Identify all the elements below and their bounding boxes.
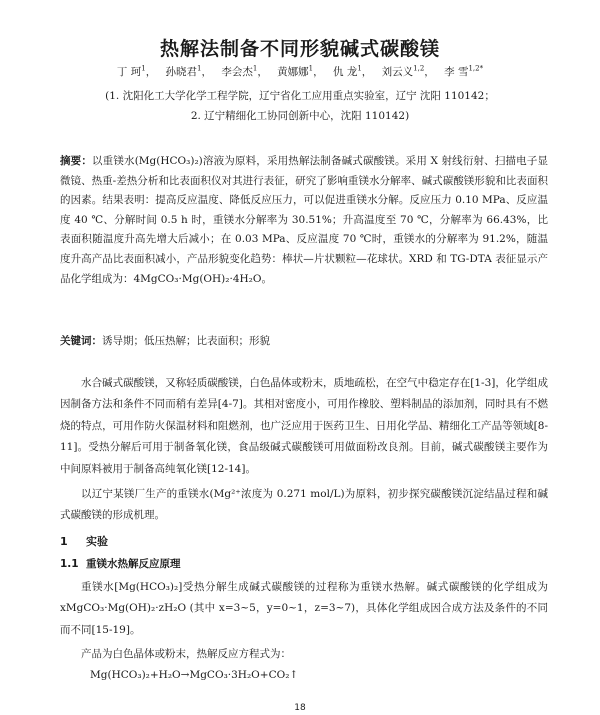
author: 刘云义$^{1,2}$， (381, 64, 435, 78)
abstract (60, 152, 548, 289)
section-paragraph-2: 产品为白色晶体或粉末，热解反应方程式为： (81, 648, 291, 660)
subsection-heading: 1.1 重镁水热解反应原理 (60, 558, 181, 570)
page-number: 18 (294, 703, 306, 713)
keywords-text: 诱导期；低压热解；比表面积；形貌 (102, 335, 270, 347)
intro-paragraph-2: 以辽宁某镁厂生产的重镁水(Mg²⁺浓度为 0.271 mol/L)为原料，初步探究碳酸镁沉淀结晶过程和碱式碳酸镁的形成机理。 (60, 488, 548, 522)
paper-title: 热解法制备不同形貌碱式碳酸镁 (159, 38, 440, 60)
author: 李会杰$^1$， (221, 64, 268, 78)
intro-paragraph-1: 水合碱式碳酸镁，又称轻质碳酸镁，白色晶体或粉末，质地疏松，在空气中稳定存在[1-3]，化学组成因制备方法和条件不同而稍有差异[4-7]。其相对密度小，可用作橡胶、塑料制品的添加剂，同时具有不燃烧的特点，可用作防火保温材料和阻燃剂，也广泛应用于医药卫生、日用化学品、精细化工产品等领域[8-11]。受热分解后可用于制备氧化镁，食品级碱式碳酸镁可用做面粉改良剂。目前，碱式碳酸镁主要作为中间原料被用于制备高纯氧化镁[12-14]。 (60, 377, 548, 475)
author-list (0, 64, 600, 79)
reaction-equation: Mg(HCO₃)₂+H₂O→MgCO₃·3H₂O+CO₂↑ (90, 669, 299, 681)
author: 丁 珂$^1$， (116, 64, 157, 78)
keywords (60, 333, 548, 348)
keywords-label: 关键词： (60, 335, 102, 347)
abstract-text: 以重镁水(Mg(HCO₃)₂)溶液为原料，采用热解法制备碱式碳酸镁。采用 X 射线衍射、扫描电子显微镜、热重-差热分析和比表面积仪对其进行表征，研究了影响重镁水分解率、碱式碳酸镁形貌和比表面积的因素。结果表明：提高反应温度、降低反应压力，可以促进重镁水分解。反应压力 0.10 MPa、反应温度 40 ℃、分解时间 0.5 h 时，重镁水分解率为 30.51%；升高温度至 70 ℃，分解率为 66.43%，比表面积随温度升高先增大后减小；在 0.03 MPa、反应温度 70 ℃时，重镁水的分解率为 91.2%，随温度升高产品比表面积减小，产品形貌变化趋势：棒状—片状颗粒—花球状。XRD 和 TG-DTA 表征显示产品化学组成为：4MgCO₃·Mg(OH)₂·4H₂O。 (60, 155, 548, 285)
author: 孙晓君$^1$， (165, 64, 213, 78)
abstract-label: 摘要： (60, 155, 93, 167)
author: 黄娜娜$^1$， (277, 64, 324, 78)
author: 仇 龙$^1$， (332, 64, 373, 78)
affiliation-1: (1. 沈阳化工大学化学工程学院，辽宁省化工应用重点实验室，辽宁 沈阳 110142； (105, 90, 495, 102)
author: 李 雪$^{1,2*}$ (444, 64, 484, 78)
affiliation-2: 2. 辽宁精细化工协同创新中心，沈阳 110142) (190, 110, 410, 122)
section-paragraph-1: 重镁水[Mg(HCO₃)₂]受热分解生成碱式碳酸镁的过程称为重镁水热解。碱式碳酸镁的化学组成为 xMgCO₃·Mg(OH)₂·zH₂O (其中 x=3~5，y=0~1，z=3~7)，具体化学组成因合成方法及条件的不同而不同[15-19]。 (60, 581, 548, 636)
section-heading: 1 实验 (60, 535, 108, 548)
